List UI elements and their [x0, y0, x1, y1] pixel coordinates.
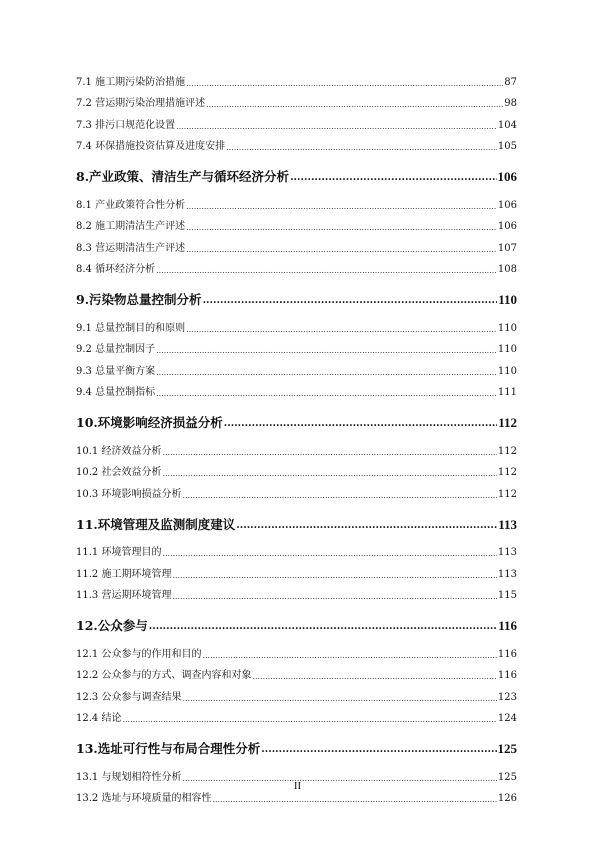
toc-entry-label: 10.1 经济效益分析: [76, 445, 162, 457]
toc-chapter-entry[interactable]: [76, 610, 517, 634]
toc-entry-page: 112: [497, 445, 517, 457]
toc-entry-label: 13.选址可行性与布局合理性分析: [76, 741, 261, 756]
dot-leader: [162, 548, 496, 560]
toc-entry-label: 10.环境影响经济损益分析: [76, 415, 223, 430]
toc-section-entry[interactable]: [76, 705, 517, 727]
toc-entry-label: 10.3 环境影响损益分析: [76, 488, 182, 500]
toc-section-entry[interactable]: [76, 191, 517, 213]
dot-leader: [290, 171, 496, 185]
toc-entry-page: 106: [497, 221, 517, 232]
dot-leader: [172, 591, 496, 603]
dot-leader: [206, 99, 503, 111]
toc-entry-label: 12.3 公众参与调查结果: [76, 691, 182, 703]
dot-leader: [182, 490, 496, 502]
toc-entry-label: 8.产业政策、清洁生产与循环经济分析: [76, 169, 290, 184]
toc-chapter-entry[interactable]: [76, 509, 517, 533]
toc-entry-page: 116: [497, 648, 517, 660]
toc-section-entry[interactable]: [76, 357, 517, 379]
toc-entry-label: 8.3 营运期清洁生产评述: [76, 242, 186, 254]
toc-section-entry[interactable]: [76, 379, 517, 401]
toc-entry-label: 8.1 产业政策符合性分析: [76, 199, 186, 211]
dot-leader: [156, 345, 497, 357]
dot-leader: [212, 794, 496, 806]
toc-section-entry[interactable]: [76, 213, 517, 235]
toc-entry-page: 104: [497, 119, 517, 131]
toc-entry-page: 115: [497, 590, 517, 601]
page-number: II: [293, 780, 302, 792]
dot-leader: [203, 294, 498, 308]
dot-leader: [236, 519, 497, 533]
toc-section-entry[interactable]: [76, 90, 517, 112]
toc-entry-page: 125: [497, 741, 517, 756]
toc-entry-label: 9.污染物总量控制分析: [76, 292, 202, 307]
toc-section-entry[interactable]: [76, 539, 517, 561]
toc-entry-label: 8.2 施工期清洁生产评述: [76, 221, 186, 232]
toc-chapter-entry[interactable]: [76, 161, 517, 185]
toc-entry-page: 112: [497, 488, 517, 500]
dot-leader: [226, 142, 497, 154]
toc-section-entry[interactable]: [76, 68, 517, 90]
toc-entry-label: 12.1 公众参与的作用和目的: [76, 648, 202, 660]
toc-section-entry[interactable]: [76, 640, 517, 662]
toc-entry-page: 106: [497, 199, 517, 211]
toc-entry-label: 9.2 总量控制因子: [76, 344, 156, 355]
toc-section-entry[interactable]: [76, 111, 517, 133]
toc-section-entry[interactable]: [76, 683, 517, 705]
toc-entry-label: 7.2 营运期污染治理措施评述: [76, 98, 206, 109]
toc-entry-label: 10.2 社会效益分析: [76, 467, 162, 478]
toc-entry-label: 12.2 公众参与的方式、调查内容和对象: [76, 670, 252, 681]
dot-leader: [172, 570, 496, 582]
toc-entry-page: 110: [497, 365, 517, 377]
dot-leader: [186, 78, 503, 90]
toc-entry-page: 110: [497, 344, 517, 355]
dot-leader: [156, 388, 497, 400]
dot-leader: [156, 367, 497, 379]
toc-entry-label: 11.环境管理及监测制度建议: [76, 516, 236, 532]
toc-section-entry[interactable]: [76, 437, 517, 459]
toc-section-entry[interactable]: [76, 582, 517, 604]
toc-section-entry[interactable]: [76, 459, 517, 481]
dot-leader: [162, 447, 496, 459]
toc-entry-page: 110: [497, 322, 517, 334]
toc-entry-label: 12.公众参与: [76, 618, 148, 633]
toc-entry-page: 113: [497, 568, 517, 580]
toc-entry-label: 13.2 选址与环境质量的相容性: [76, 793, 212, 804]
toc-entry-page: 107: [497, 242, 517, 254]
toc-entry-page: 116: [498, 618, 517, 633]
toc-entry-page: 125: [497, 771, 517, 783]
toc-section-entry[interactable]: [76, 234, 517, 256]
dot-leader: [156, 265, 497, 277]
toc-entry-page: 116: [497, 670, 517, 681]
dot-leader: [186, 324, 497, 336]
toc-entry-page: 126: [497, 793, 517, 804]
toc-entry-label: 9.3 总量平衡方案: [76, 365, 156, 377]
toc-entry-page: 123: [497, 691, 517, 703]
toc-section-entry[interactable]: [76, 560, 517, 582]
toc-entry-page: 112: [498, 415, 517, 430]
toc-section-entry[interactable]: [76, 256, 517, 278]
dot-leader: [186, 244, 497, 256]
dot-leader: [182, 693, 496, 705]
toc-entry-page: 112: [497, 467, 517, 478]
toc-entry-label: 12.4 结论: [76, 713, 122, 724]
toc-section-entry[interactable]: [76, 133, 517, 155]
dot-leader: [176, 121, 497, 133]
dot-leader: [186, 201, 497, 213]
dot-leader: [186, 222, 497, 234]
toc-entry-page: 105: [497, 141, 517, 152]
toc-entry-label: 11.3 营运期环境管理: [76, 590, 172, 601]
toc-entry-label: 7.1 施工期污染防治措施: [76, 76, 186, 88]
toc-entry-label: 13.1 与规划相符性分析: [76, 771, 182, 783]
dot-leader: [202, 650, 496, 662]
toc-entry-page: 110: [498, 292, 517, 307]
dot-leader: [224, 417, 497, 431]
toc-section-entry[interactable]: [76, 314, 517, 336]
toc-entry-page: 113: [498, 516, 517, 532]
toc-section-entry[interactable]: [76, 662, 517, 684]
toc-entry-label: 7.3 排污口规范化设置: [76, 119, 176, 131]
toc-section-entry[interactable]: [76, 336, 517, 358]
toc-entry-page: 124: [497, 713, 517, 724]
toc-entry-page: 98: [504, 98, 517, 109]
dot-leader: [252, 671, 496, 683]
toc-entry-label: 8.4 循环经济分析: [76, 264, 156, 275]
dot-leader: [122, 714, 496, 726]
toc-entry-label: 9.1 总量控制目的和原则: [76, 322, 186, 334]
toc-chapter-entry[interactable]: [76, 733, 517, 757]
toc-section-entry[interactable]: [76, 480, 517, 502]
toc-entry-page: 113: [497, 547, 517, 558]
toc-entry-label: 11.1 环境管理目的: [76, 547, 162, 558]
toc-chapter-entry[interactable]: [76, 284, 517, 308]
toc-entry-page: 87: [504, 76, 517, 88]
toc-entry-page: 108: [497, 264, 517, 275]
toc-entry-page: 106: [497, 169, 517, 184]
toc-entry-label: 11.2 施工期环境管理: [76, 568, 172, 580]
toc-chapter-entry[interactable]: [76, 407, 517, 431]
toc-entry-page: 111: [497, 387, 517, 398]
table-of-contents: [76, 68, 517, 806]
dot-leader: [261, 743, 496, 757]
dot-leader: [149, 620, 497, 634]
dot-leader: [162, 468, 496, 480]
toc-entry-label: 7.4 环保措施投资估算及进度安排: [76, 141, 226, 152]
toc-entry-label: 9.4 总量控制指标: [76, 387, 156, 398]
